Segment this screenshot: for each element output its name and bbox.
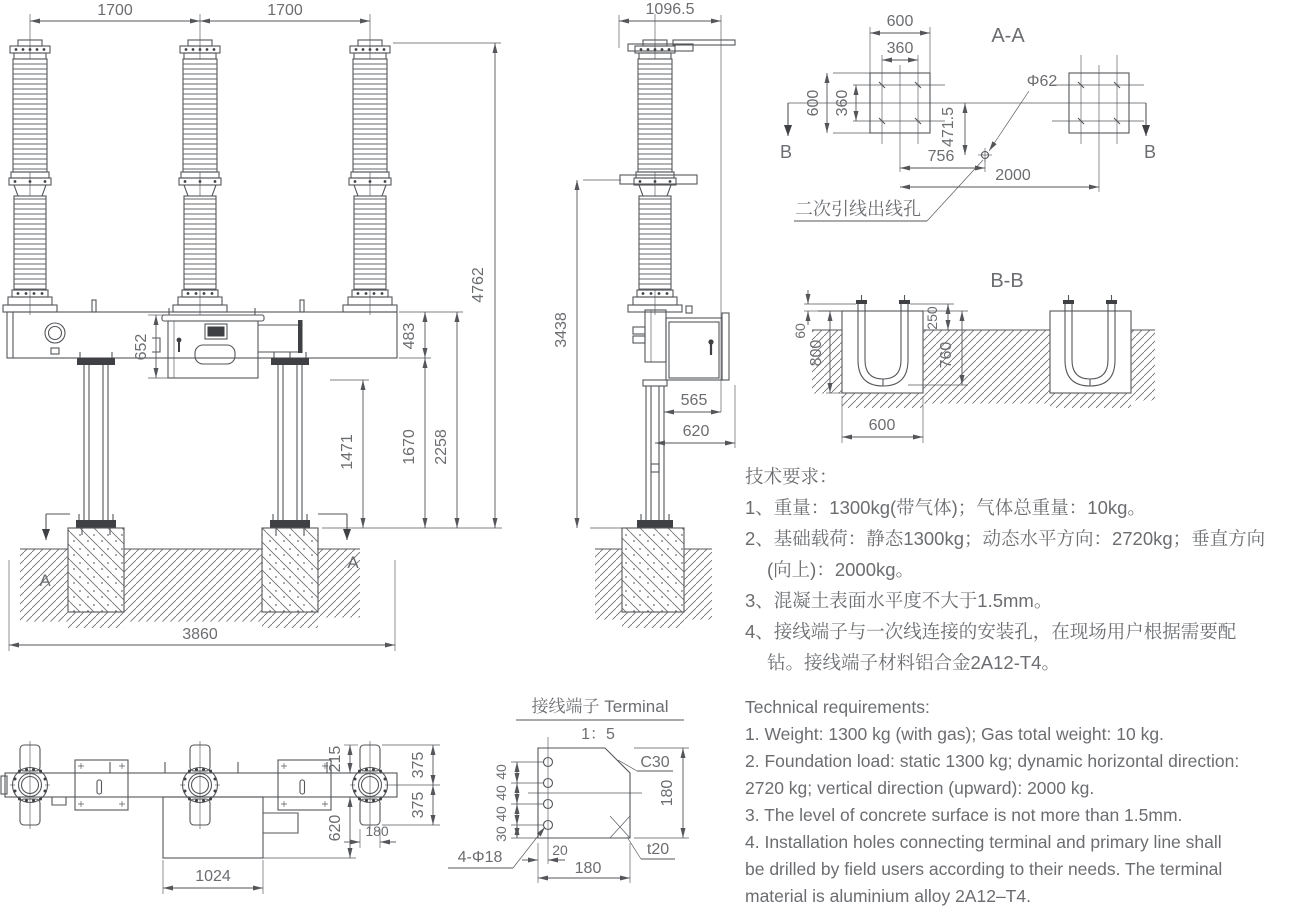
tech-req-en-line: 2. Foundation load: static 1300 kg; dynamic horizontal direction: (745, 751, 1240, 771)
dim-bb-bolt-above: 250 (924, 306, 940, 330)
dim-bb-pit-width: 600 (868, 417, 896, 434)
dim-side-width: 1096.5 (645, 1, 695, 18)
dim-bb-bolt-embed: 760 (938, 341, 955, 369)
dim-beam-top-height: 2258 (433, 429, 450, 465)
dim-aa-outer-w: 600 (886, 13, 914, 30)
plan-pole-1 (10, 741, 50, 829)
technical-requirements-zh (745, 461, 1307, 678)
support-column-right (270, 352, 310, 535)
dim-span-right: 1700 (267, 2, 303, 19)
dim-aa-hole-offset: 756 (927, 148, 955, 165)
tech-req-zh-line: 4、接线端子与一次线连接的安装孔，在现场用户根据需要配 (745, 621, 1237, 642)
technical-requirements-en (745, 694, 1307, 910)
dim-foundation-span: 3860 (182, 626, 218, 643)
dim-terminal-width: 180 (574, 860, 602, 877)
dim-terminal-hole-inset: 20 (552, 842, 568, 858)
dim-total-height: 4762 (470, 267, 487, 303)
dim-cabinet-width: 620 (682, 423, 710, 440)
dim-side-height: 3438 (553, 312, 570, 348)
tech-req-en-line: 1. Weight: 1300 kg (with gas); Gas total weight: 10 kg. (745, 724, 1164, 744)
section-bb (792, 270, 1155, 443)
terminal-scale: 1：5 (581, 726, 615, 743)
tech-req-en-line: 3. The level of concrete surface is not more than 1.5mm. (745, 805, 1183, 825)
dim-cabinet-depth: 565 (680, 392, 708, 409)
tech-req-zh-line: 钻。接线端子材料铝合金2A12-T4。 (767, 652, 1060, 673)
section-b-label-left: B (779, 142, 793, 162)
terminal-thickness-label: t20 (646, 841, 670, 858)
dim-terminal-pitch4: 30 (493, 826, 509, 842)
insulator-pole-2 (173, 14, 227, 315)
dim-mech-box-height: 652 (133, 333, 150, 361)
dim-bb-pit-depth: 800 (808, 339, 825, 367)
tech-req-en-line: be drilled by field users according to their needs. The terminal (745, 859, 1223, 879)
bb-dimensions (792, 290, 968, 443)
dim-terminal-pitch1: 40 (493, 764, 509, 780)
dim-aa-inner-h: 360 (834, 89, 851, 117)
dim-terminal-height: 180 (659, 779, 676, 807)
dim-aa-outer-h: 600 (805, 89, 822, 117)
dim-plan-box-depth: 620 (327, 814, 344, 842)
front-base-frame (7, 300, 397, 378)
tech-req-zh-title: 技术要求： (745, 466, 838, 487)
side-column (637, 380, 673, 528)
anchor-u-bolt-right (1063, 295, 1117, 386)
dim-aa-hole-drop: 471.5 (940, 106, 957, 148)
plan-dimensions (163, 745, 440, 894)
front-view (3, 2, 502, 651)
side-view (553, 1, 735, 628)
terminal-holes-label: 4-Φ18 (457, 849, 503, 866)
dim-support-height: 1471 (339, 434, 356, 470)
tech-req-zh-line: 2、基础载荷：静态1300kg；动态水平方向：2720kg；垂直方向 (745, 528, 1266, 549)
tech-req-zh-line: 3、混凝土表面水平度不大于1.5mm。 (745, 590, 1053, 611)
dim-frame-height: 483 (401, 322, 418, 350)
dim-plan-pad-top: 375 (410, 751, 427, 779)
tech-req-zh-line: 1、重量：1300kg(带气体)；气体总重量：10kg。 (745, 497, 1146, 518)
tech-req-en-line: 4. Installation holes connecting terminal and primary line shall (745, 832, 1222, 852)
section-a-label-right: A (347, 553, 359, 572)
dim-aa-inner-w: 360 (886, 40, 914, 57)
section-b-label-right: B (1143, 142, 1157, 162)
dim-aa-hole-dia: Φ62 (1026, 73, 1058, 90)
dim-plan-box-width: 1024 (195, 868, 231, 885)
dim-plan-pad-width: 180 (365, 823, 389, 839)
dim-beam-bottom-height: 1670 (401, 429, 418, 465)
dim-plan-pad-bottom: 375 (410, 791, 427, 819)
section-a-label-left: A (39, 571, 51, 590)
aa-dimensions (805, 13, 1099, 187)
aa-note (794, 160, 983, 221)
bolt-grid-right (1052, 55, 1144, 144)
plan-pole-3 (350, 741, 390, 829)
dim-plan-beam-offset: 215 (327, 745, 344, 773)
anchor-u-bolt-left (856, 295, 910, 386)
terminal-detail (448, 697, 689, 883)
tech-req-zh-line: (向上)：2000kg。 (767, 559, 915, 580)
insulator-pole-3 (343, 14, 397, 315)
dim-bb-protrusion: 60 (792, 323, 808, 339)
tech-req-en-title: Technical requirements: (745, 697, 930, 717)
secondary-lead-hole-note: 二次引线出线孔 (795, 199, 921, 219)
dim-aa-pier-spacing: 2000 (995, 167, 1031, 184)
dim-terminal-pitch3: 40 (493, 806, 509, 822)
section-aa (780, 13, 1156, 221)
plan-pole-2 (180, 741, 220, 829)
dim-terminal-pitch2: 40 (493, 785, 509, 801)
terminal-chamfer-label: C30 (640, 754, 670, 771)
plan-view (1, 741, 440, 894)
insulator-pole-side (628, 14, 682, 315)
side-mechanism (633, 306, 729, 380)
side-foundation (595, 528, 712, 628)
section-bb-title: B-B (990, 270, 1024, 292)
dim-span-left: 1700 (97, 2, 133, 19)
tech-req-en-line: 2720 kg; vertical direction (upward): 2000 kg. (745, 778, 1095, 798)
terminal-dimensions (448, 748, 689, 883)
insulator-pole-1 (3, 14, 57, 315)
tech-req-en-line: material is aluminium alloy 2A12–T4. (745, 886, 1031, 906)
bolt-grid-left (853, 55, 945, 144)
terminal-title: 接线端子 Terminal (531, 697, 669, 716)
front-foundations (20, 528, 360, 628)
section-aa-title: A-A (991, 25, 1025, 47)
support-column-left (76, 352, 116, 535)
